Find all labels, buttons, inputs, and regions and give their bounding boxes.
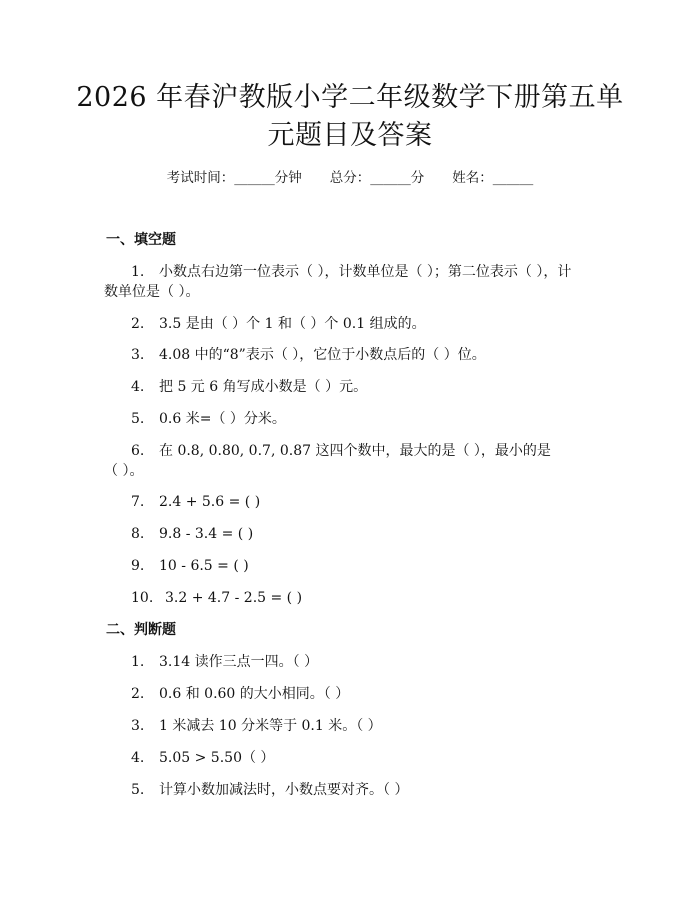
question-number: 1. [131,264,145,280]
question-number: 4. [131,750,145,766]
question-text: 10 - 6.5 = ( ) [159,558,249,574]
page-title-line2: 元题目及答案 [267,120,433,151]
question-number: 3. [131,718,145,734]
judge-question-5 [131,780,408,800]
section-title-true-false: 二、判断题 [106,622,176,638]
question-number: 4. [131,379,145,395]
question-text: 4.08 中的“8”表示（ ），它位于小数点后的（ ）位。 [159,347,486,363]
question-text-cont: （ ）。 [104,463,144,479]
page-title-line1: 2026 年春沪教版小学二年级数学下册第五单 [76,82,624,113]
exam-time: 考试时间：______分钟 [166,170,302,186]
question-text: 3.5 是由（ ）个 1 和（ ）个 0.1 组成的。 [159,316,426,332]
student-name: 姓名：______ [452,170,534,186]
question-number: 6. [131,443,145,459]
question-number: 3. [131,347,145,363]
question-text: 3.14 读作三点一四。（ ） [159,654,319,670]
question-text: 计算小数加减法时，小数点要对齐。（ ） [159,782,409,798]
section-title-fill-blank: 一、填空题 [106,232,176,248]
question-number: 8. [131,526,145,542]
question-number: 2. [131,686,145,702]
judge-question-3 [131,716,382,736]
question-number: 9. [131,558,145,574]
fill-question-2 [131,314,426,334]
fill-question-9 [131,556,249,576]
question-text: 3.2 + 4.7 - 2.5 = ( ) [165,590,303,606]
question-text: 5.05 > 5.50（ ） [159,750,275,766]
question-text: 0.6 和 0.60 的大小相同。（ ） [159,686,350,702]
fill-question-7 [131,492,260,512]
total-score: 总分：______分 [329,170,425,186]
question-number: 7. [131,494,145,510]
question-text: 2.4 + 5.6 = ( ) [159,494,261,510]
question-text-cont: 数单位是（ ）。 [104,284,200,300]
fill-question-10 [131,588,302,608]
fill-question-5 [131,409,286,429]
question-number: 10. [131,590,154,606]
fill-question-1 [131,262,571,282]
question-text: 小数点右边第一位表示（ ），计数单位是（ ）；第二位表示（ ），计 [159,264,572,280]
question-number: 2. [131,316,145,332]
fill-question-3 [131,345,486,365]
question-text: 把 5 元 6 角写成小数是（ ）元。 [159,379,368,395]
fill-question-8 [131,524,253,544]
question-number: 5. [131,411,145,427]
judge-question-2 [131,684,349,704]
fill-question-4 [131,377,367,397]
question-text: 0.6 米=（ ）分米。 [159,411,286,427]
question-number: 5. [131,782,145,798]
question-text: 1 米减去 10 分米等于 0.1 米。（ ） [159,718,382,734]
judge-question-1 [131,652,318,672]
question-text: 在 0.8, 0.80, 0.7, 0.87 这四个数中，最大的是（ ），最小的是 [159,443,551,459]
fill-question-6 [131,441,551,461]
exam-meta-row [0,168,700,188]
fill-question-6-cont [104,461,143,481]
judge-question-4 [131,748,274,768]
fill-question-1-cont [104,282,199,302]
question-text: 9.8 - 3.4 = ( ) [159,526,254,542]
question-number: 1. [131,654,145,670]
